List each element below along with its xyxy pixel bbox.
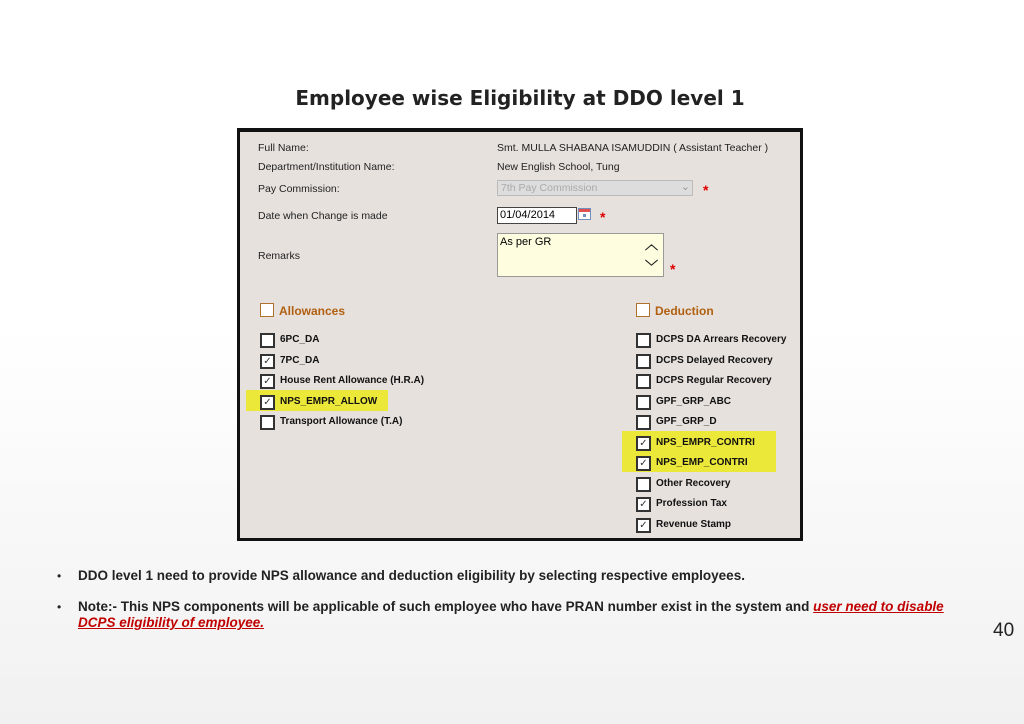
note-2-emphasis: user need to disable DCPS eligibility of employee. <box>78 599 944 630</box>
allowance-item-label: NPS_EMPR_ALLOW <box>280 395 378 407</box>
deduction-item-checkbox[interactable]: ✓ <box>636 456 651 471</box>
bullet: • <box>57 569 62 583</box>
required-mark: * <box>703 182 709 198</box>
deduction-item-label: DCPS Regular Recovery <box>656 375 772 386</box>
deduction-item-checkbox[interactable] <box>636 333 651 348</box>
allowances-heading: Allowances <box>279 304 346 318</box>
deduction-item-checkbox[interactable] <box>636 374 651 389</box>
pay-commission-label: Pay Commission: <box>258 183 340 195</box>
deduction-item-checkbox[interactable] <box>636 354 651 369</box>
allowance-item-checkbox[interactable]: ✓ <box>260 354 275 369</box>
calendar-icon[interactable] <box>578 208 591 220</box>
remarks-label: Remarks <box>258 250 301 262</box>
allowance-item-checkbox[interactable] <box>260 333 275 348</box>
note-line-2 <box>78 599 958 631</box>
department-value: New English School, Tung <box>497 161 620 173</box>
deduction-item-label: NPS_EMP_CONTRI <box>656 457 748 468</box>
deduction-item-label: NPS_EMPR_CONTRI <box>656 436 755 448</box>
required-mark: * <box>670 261 676 277</box>
note-line-1: DDO level 1 need to provide NPS allowance and deduction eligibility by selecting respective employees. <box>78 568 745 583</box>
allowance-item-checkbox[interactable] <box>260 415 275 430</box>
date-label: Date when Change is made <box>258 210 388 222</box>
pay-commission-select[interactable] <box>497 180 693 196</box>
date-input[interactable]: 01/04/2014 <box>497 207 577 224</box>
allowance-item-label: 7PC_DA <box>280 354 320 366</box>
deduction-item-checkbox[interactable] <box>636 395 651 410</box>
bullet: • <box>57 600 62 614</box>
deduction-item-label: GPF_GRP_D <box>656 416 717 427</box>
deduction-item-label: Revenue Stamp <box>656 518 732 530</box>
pay-commission-value: 7th Pay Commission <box>501 182 598 194</box>
deduction-item-checkbox[interactable]: ✓ <box>636 518 651 533</box>
full-name-value: Smt. MULLA SHABANA ISAMUDDIN ( Assistant Teacher ) <box>497 142 769 154</box>
page-number: 40 <box>993 620 1015 641</box>
required-mark: * <box>600 209 606 225</box>
deduction-item-label: GPF_GRP_ABC <box>656 395 732 407</box>
allowance-item-checkbox[interactable]: ✓ <box>260 374 275 389</box>
chevron-up-icon[interactable]: ︿ <box>645 237 659 252</box>
note-2-text: Note:- This NPS components will be applicable of such employee who have PRAN number exist in the system and <box>78 599 814 614</box>
deductions-heading: Deduction <box>655 304 714 318</box>
deduction-item-label: DCPS DA Arrears Recovery <box>656 334 787 345</box>
chevron-down-icon: ⌄ <box>680 181 690 193</box>
allowances-select-all-checkbox[interactable] <box>260 303 274 317</box>
remarks-textarea[interactable]: As per GR <box>497 233 664 277</box>
deduction-item-checkbox[interactable]: ✓ <box>636 436 651 451</box>
deduction-item-checkbox[interactable] <box>636 415 651 430</box>
allowance-item-label: House Rent Allowance (H.R.A) <box>280 375 425 386</box>
allowance-item-checkbox[interactable]: ✓ <box>260 395 275 410</box>
deduction-item-checkbox[interactable] <box>636 477 651 492</box>
deductions-select-all-checkbox[interactable] <box>636 303 650 317</box>
eligibility-form-panel <box>237 128 803 541</box>
slide-title: Employee wise Eligibility at DDO level 1 <box>295 86 745 110</box>
deduction-item-label: DCPS Delayed Recovery <box>656 354 773 366</box>
deduction-item-checkbox[interactable]: ✓ <box>636 497 651 512</box>
chevron-down-icon[interactable]: ﹀ <box>645 259 659 274</box>
allowance-item-label: Transport Allowance (T.A) <box>280 416 403 427</box>
allowance-item-label: 6PC_DA <box>280 334 320 345</box>
deduction-item-label: Other Recovery <box>656 477 731 489</box>
department-label: Department/Institution Name: <box>258 161 395 173</box>
full-name-label: Full Name: <box>258 142 309 154</box>
deduction-item-label: Profession Tax <box>656 498 727 509</box>
